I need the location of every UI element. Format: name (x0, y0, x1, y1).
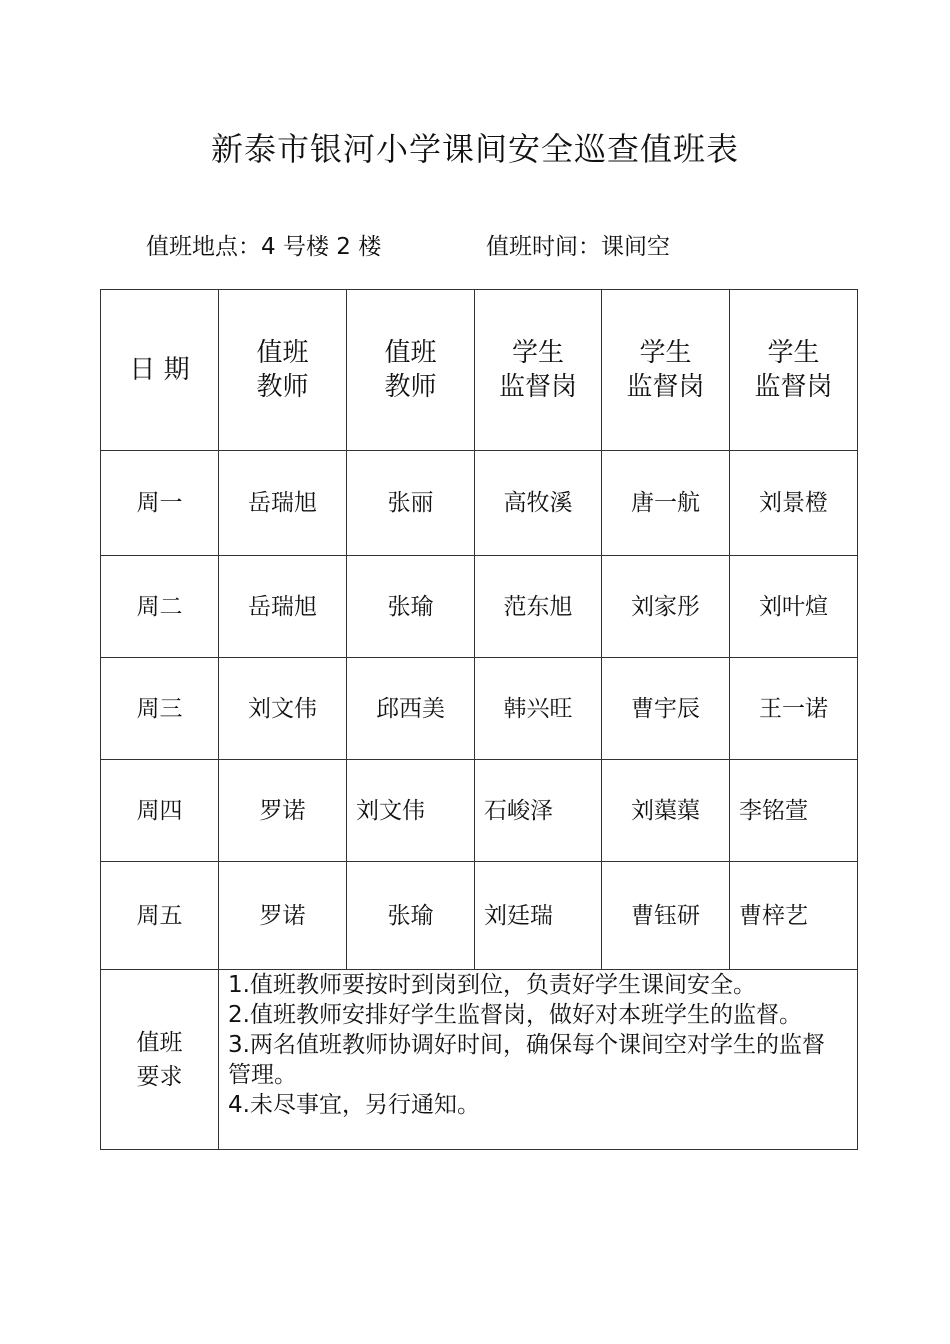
day-cell: 周二 (101, 556, 219, 658)
teacher-cell: 邱西美 (347, 658, 475, 760)
header-duty-teacher-2: 值班 教师 (347, 290, 475, 451)
requirements-label: 值班 要求 (101, 970, 219, 1150)
header-duty-teacher-1: 值班 教师 (219, 290, 347, 451)
teacher-cell: 罗诺 (219, 760, 347, 862)
student-cell: 刘蕖蕖 (602, 760, 730, 862)
student-cell: 王一诺 (730, 658, 858, 760)
teacher-cell: 岳瑞旭 (219, 556, 347, 658)
table-row-wednesday (101, 658, 858, 760)
student-cell: 刘景橙 (730, 451, 858, 556)
student-cell: 高牧溪 (475, 451, 602, 556)
teacher-cell: 张瑜 (347, 556, 475, 658)
requirement-item-1: 1.值班教师要按时到岗到位，负责好学生课间安全。 (228, 972, 756, 998)
requirement-item-4: 4.未尽事宜，另行通知。 (228, 1092, 480, 1118)
duty-time: 值班时间：课间空 (486, 234, 670, 260)
page-title: 新泰市银河小学课间安全巡查值班表 (210, 130, 739, 168)
student-cell: 曹梓艺 (730, 862, 858, 970)
requirements-text (219, 970, 858, 1150)
teacher-cell: 刘文伟 (347, 760, 475, 862)
duty-schedule-table (100, 289, 858, 1150)
student-cell: 刘叶煊 (730, 556, 858, 658)
requirement-item-3: 3.两名值班教师协调好时间，确保每个课间空对学生的监督管理。 (228, 1032, 825, 1088)
table-row-thursday (101, 760, 858, 862)
teacher-cell: 罗诺 (219, 862, 347, 970)
day-cell: 周三 (101, 658, 219, 760)
table-row-friday (101, 862, 858, 970)
student-cell: 刘家彤 (602, 556, 730, 658)
student-cell: 石峻泽 (475, 760, 602, 862)
header-student-monitor-2: 学生 监督岗 (602, 290, 730, 451)
day-cell: 周五 (101, 862, 219, 970)
table-row-tuesday (101, 556, 858, 658)
student-cell: 刘廷瑞 (475, 862, 602, 970)
requirements-row (101, 970, 858, 1150)
header-student-monitor-3: 学生 监督岗 (730, 290, 858, 451)
header-student-monitor-1: 学生 监督岗 (475, 290, 602, 451)
requirement-item-2: 2.值班教师安排好学生监督岗，做好对本班学生的监督。 (228, 1002, 802, 1028)
teacher-cell: 岳瑞旭 (219, 451, 347, 556)
student-cell: 曹钰研 (602, 862, 730, 970)
day-cell: 周四 (101, 760, 219, 862)
teacher-cell: 张瑜 (347, 862, 475, 970)
teacher-cell: 张丽 (347, 451, 475, 556)
teacher-cell: 刘文伟 (219, 658, 347, 760)
table-header-row (101, 290, 858, 451)
day-cell: 周一 (101, 451, 219, 556)
student-cell: 范东旭 (475, 556, 602, 658)
student-cell: 韩兴旺 (475, 658, 602, 760)
student-cell: 唐一航 (602, 451, 730, 556)
duty-location: 值班地点：4 号楼 2 楼 (146, 234, 382, 260)
student-cell: 李铭萱 (730, 760, 858, 862)
student-cell: 曹宇辰 (602, 658, 730, 760)
table-row-monday (101, 451, 858, 556)
header-date: 日 期 (101, 290, 219, 451)
